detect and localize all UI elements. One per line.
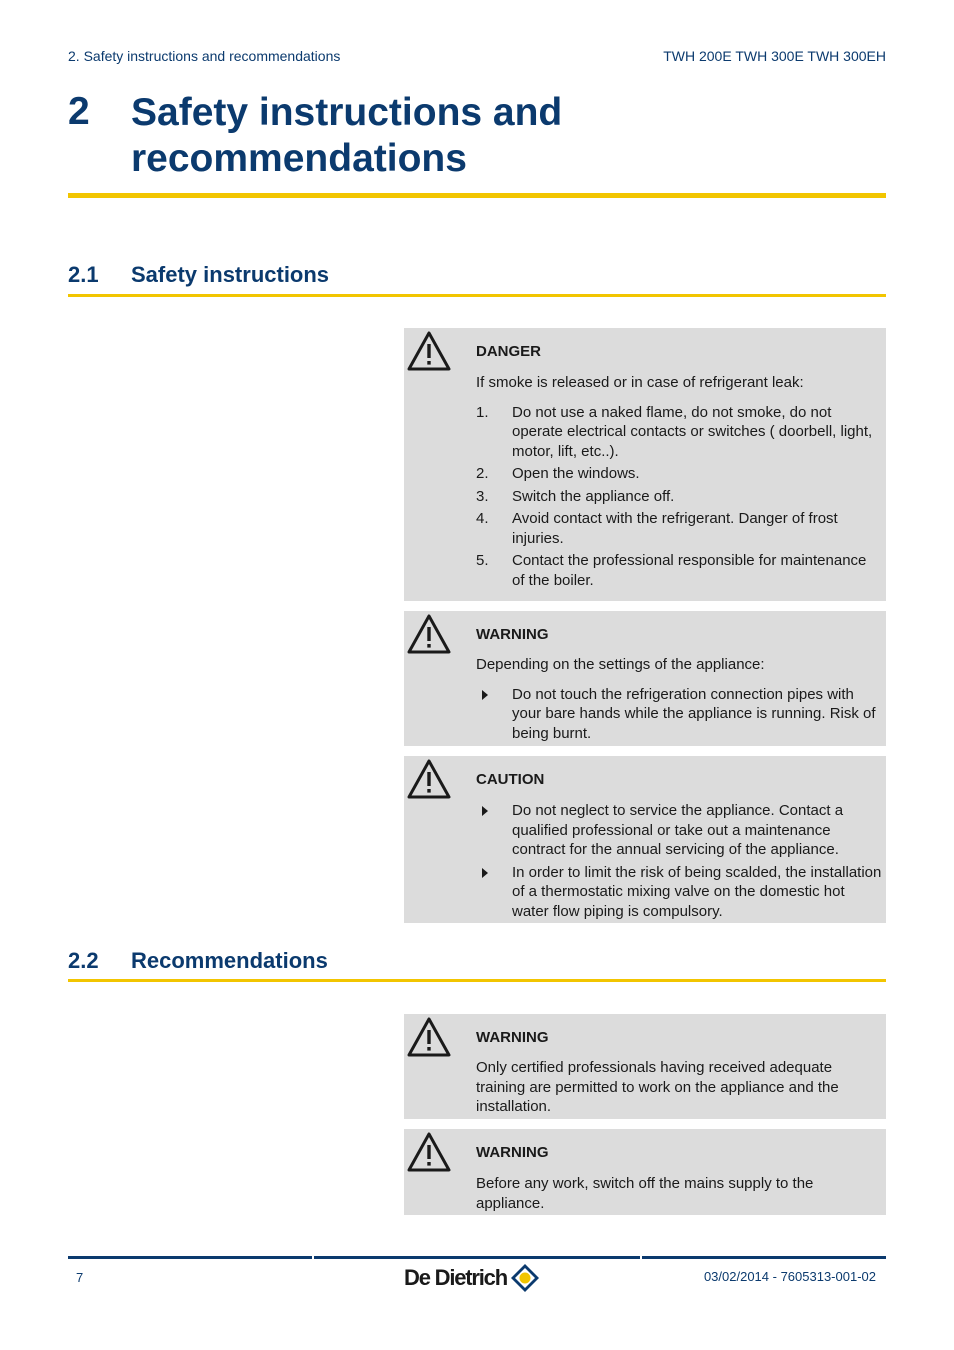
list-number: 5. bbox=[476, 552, 489, 569]
warning-notice bbox=[404, 1014, 886, 1119]
warning-triangle-icon bbox=[406, 613, 452, 655]
notice-intro: If smoke is released or in case of refrigerant leak: bbox=[476, 374, 804, 391]
bullet-arrow-icon bbox=[482, 690, 488, 700]
chapter-number: 2 bbox=[68, 90, 90, 133]
footer-divider bbox=[68, 1256, 886, 1259]
section-title: Recommendations bbox=[131, 948, 328, 973]
list-item bbox=[476, 551, 882, 590]
list-text: Do not neglect to service the appliance. Contact a qualified professional or take out a maintenance contract for the annual servicing of the appliance. bbox=[512, 802, 844, 858]
notice-label: CAUTION bbox=[476, 771, 545, 788]
brand-name: De Dietrich bbox=[404, 1265, 507, 1290]
notice-label: WARNING bbox=[476, 626, 549, 643]
notice-body bbox=[476, 655, 882, 746]
page-number: 7 bbox=[76, 1270, 84, 1285]
warning-triangle-icon bbox=[406, 1016, 452, 1058]
danger-notice bbox=[404, 328, 886, 601]
running-head-models: TWH 200E TWH 300E TWH 300EH bbox=[663, 48, 886, 64]
notice-body bbox=[476, 1174, 882, 1223]
warning-notice bbox=[404, 611, 886, 746]
section-title: Safety instructions bbox=[131, 262, 330, 287]
brand-logo bbox=[404, 1262, 541, 1294]
notice-intro: Only certified professionals having received adequate training are permitted to work on the appliance and the installation. bbox=[476, 1059, 839, 1115]
bullet-arrow-icon bbox=[482, 868, 488, 878]
list-text: Contact the professional responsible for maintenance of the boiler. bbox=[512, 552, 867, 589]
notice-body bbox=[476, 1058, 882, 1127]
bullet-arrow-icon bbox=[482, 806, 488, 816]
list-item bbox=[476, 464, 882, 484]
list-number: 1. bbox=[476, 403, 489, 421]
section-number: 2.1 bbox=[68, 262, 99, 287]
section-number: 2.2 bbox=[68, 948, 99, 973]
warning-triangle-icon bbox=[406, 1131, 452, 1173]
list-number: 4. bbox=[476, 510, 489, 527]
notice-body bbox=[476, 373, 882, 593]
document-reference: 03/02/2014 - 7605313-001-02 bbox=[703, 1269, 876, 1284]
list-item bbox=[476, 487, 882, 507]
caution-notice bbox=[404, 756, 886, 923]
notice-label: WARNING bbox=[476, 1144, 549, 1161]
notice-body bbox=[476, 801, 882, 924]
list-text: Do not touch the refrigeration connection pipes with your bare hands while the appliance is running. Risk of being burnt. bbox=[512, 685, 876, 742]
notice-intro: Depending on the settings of the appliance: bbox=[476, 656, 765, 673]
warning-triangle-icon bbox=[406, 758, 452, 800]
list-item bbox=[476, 801, 882, 860]
list-item bbox=[476, 403, 882, 462]
list-text: Do not use a naked flame, do not smoke, do not operate electrical contacts or switches ( doorbell, light, motor, lift, etc..). bbox=[512, 403, 873, 460]
section-divider bbox=[68, 294, 886, 297]
section-divider bbox=[68, 979, 886, 982]
list-item bbox=[476, 863, 882, 922]
warning-notice bbox=[404, 1129, 886, 1215]
brand-diamond-icon bbox=[509, 1262, 541, 1294]
chapter-divider bbox=[68, 193, 886, 198]
list-number: 2. bbox=[476, 465, 489, 482]
warning-triangle-icon bbox=[406, 330, 452, 372]
notice-label: DANGER bbox=[476, 343, 542, 360]
list-text: Open the windows. bbox=[512, 465, 640, 482]
list-item bbox=[476, 685, 882, 744]
list-text: Switch the appliance off. bbox=[512, 487, 675, 505]
list-number: 3. bbox=[476, 487, 489, 505]
notice-label: WARNING bbox=[476, 1029, 549, 1046]
chapter-title: Safety instructions and recommendations bbox=[131, 91, 563, 180]
running-head-section: 2. Safety instructions and recommendations bbox=[68, 48, 341, 64]
notice-intro: Before any work, switch off the mains supply to the appliance. bbox=[476, 1175, 814, 1212]
list-item bbox=[476, 509, 882, 548]
list-text: Avoid contact with the refrigerant. Danger of frost injuries. bbox=[512, 510, 838, 547]
list-text: In order to limit the risk of being scalded, the installation of a thermostatic mixing valve on the domestic hot water flow piping is compulsory. bbox=[512, 863, 882, 920]
